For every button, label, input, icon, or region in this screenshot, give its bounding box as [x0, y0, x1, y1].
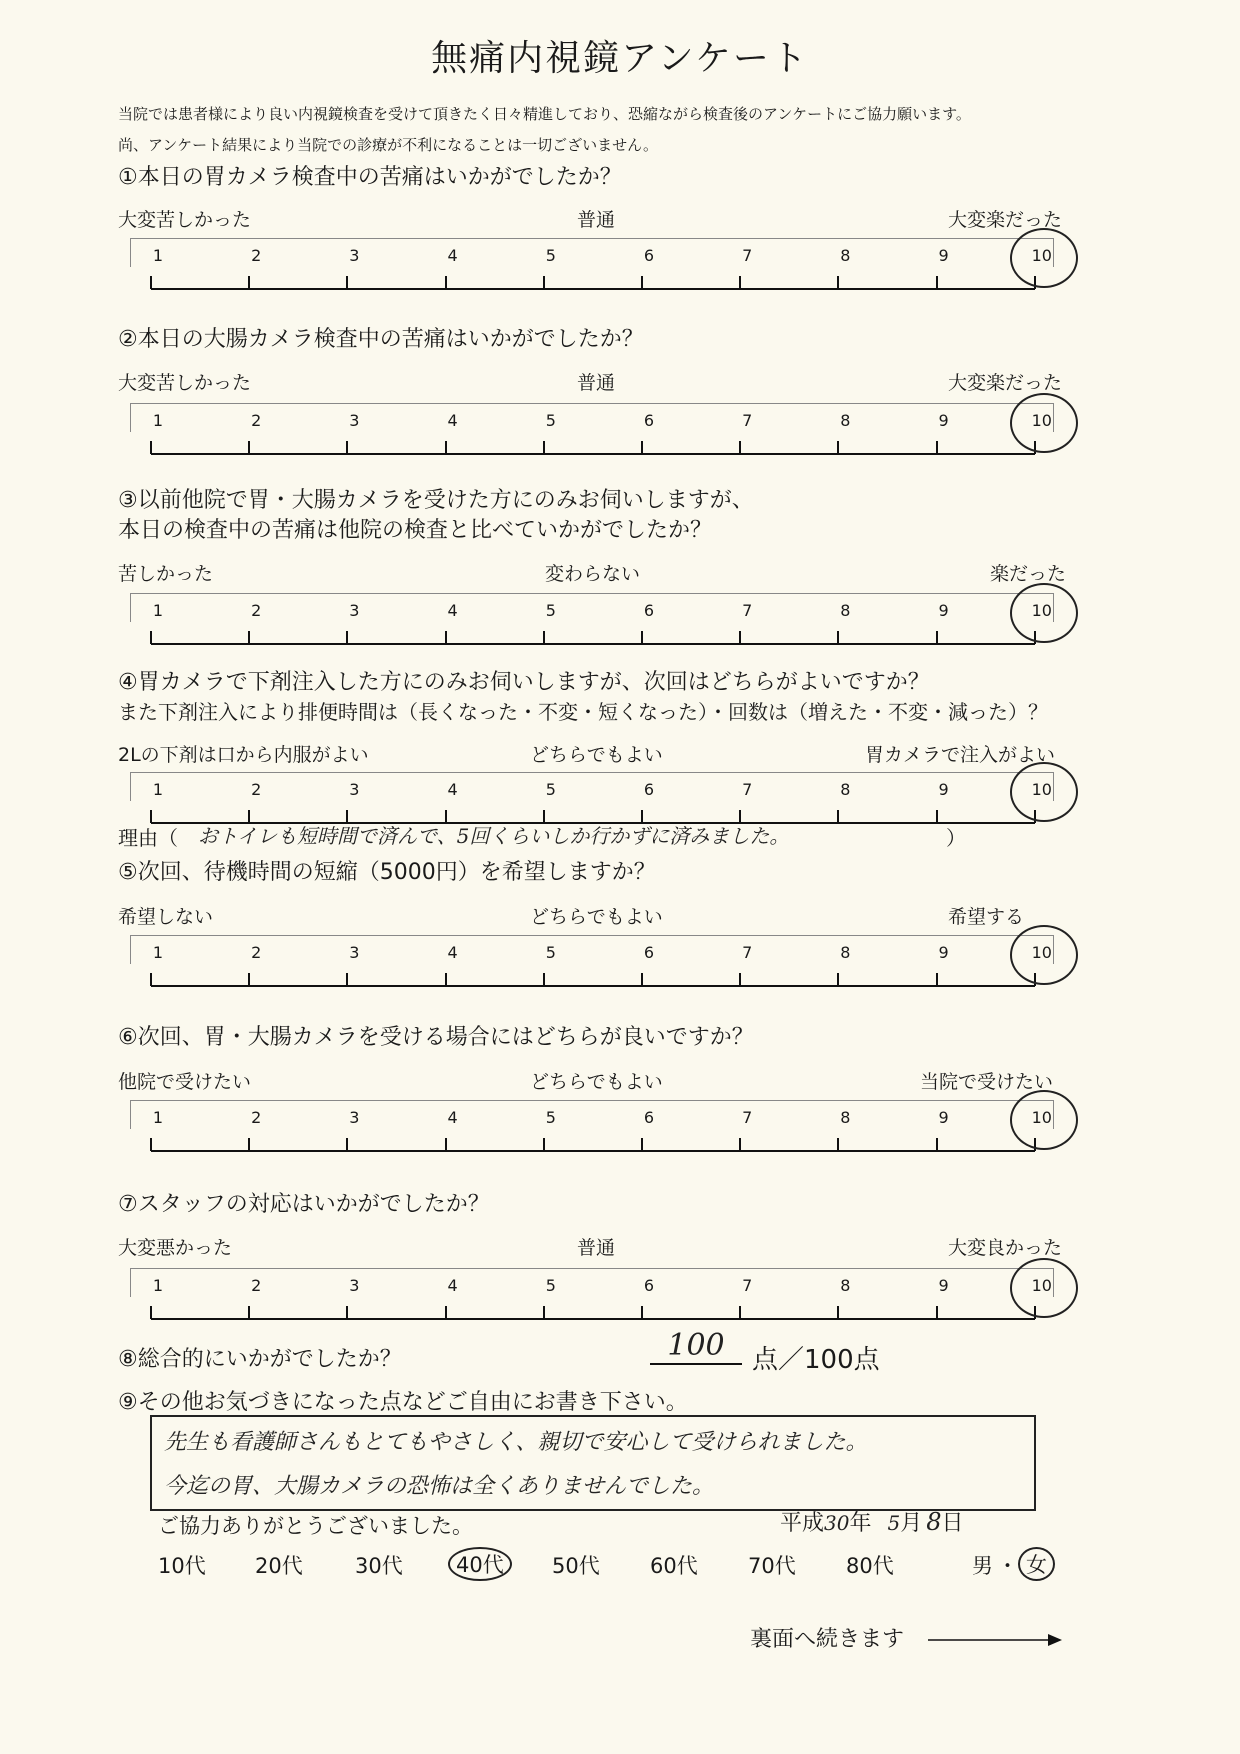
- arrow-right-icon: [928, 1628, 1064, 1652]
- scale-option-6[interactable]: 6: [643, 780, 655, 799]
- comment-line-1: 先生も看護師さんもとてもやさしく、親切で安心して受けられました。: [164, 1430, 868, 1455]
- scale-tick: [641, 276, 643, 289]
- scale-option-10[interactable]: 10: [1031, 780, 1052, 799]
- scale-option-3[interactable]: 3: [349, 943, 360, 962]
- scale-tick: [739, 1138, 741, 1151]
- date-field[interactable]: [780, 1506, 964, 1537]
- scale-option-2[interactable]: 2: [251, 1276, 262, 1295]
- scale-tick: [543, 631, 545, 644]
- q5-mid-anchor: どちらでもよい: [530, 906, 663, 928]
- scale-tick: [837, 276, 839, 289]
- scale-option-3[interactable]: 3: [349, 601, 360, 620]
- q2-scale[interactable]: [130, 403, 1052, 461]
- q1-right-anchor: 大変楽だった: [948, 209, 1063, 231]
- total-score-suffix: 点／100点: [752, 1345, 880, 1375]
- reason-label: 理由（: [118, 826, 178, 850]
- question-7: ⑦スタッフの対応はいかがでしたか？: [118, 1192, 490, 1217]
- scale-option-3[interactable]: 3: [349, 1108, 360, 1127]
- scale-tick: [641, 1306, 643, 1319]
- age-option[interactable]: 80代: [846, 1554, 894, 1578]
- question-1: ①本日の胃カメラ検査中の苦痛はいかがでしたか？: [118, 165, 622, 190]
- scale-option-7[interactable]: 7: [742, 943, 753, 962]
- intro-line-2: 尚、アンケート結果により当院での診療が不利になることは一切ございません。: [118, 136, 659, 154]
- scale-option-9[interactable]: 9: [938, 943, 949, 962]
- q7-left-anchor: 大変悪かった: [118, 1237, 233, 1259]
- scale-option-7[interactable]: 7: [742, 780, 753, 799]
- scale-option-10[interactable]: 10: [1031, 246, 1052, 265]
- scale-tick: [936, 631, 938, 644]
- scale-option-9[interactable]: 9: [938, 411, 949, 430]
- reason-close: ）: [946, 826, 966, 850]
- scale-tick: [248, 441, 250, 454]
- page-title: 無痛内視鏡アンケート: [431, 38, 809, 79]
- scale-option-9[interactable]: 9: [938, 246, 949, 265]
- q6-scale[interactable]: [130, 1100, 1052, 1158]
- scale-option-5[interactable]: 5: [545, 780, 556, 799]
- scale-option-4[interactable]: 4: [447, 780, 458, 799]
- scale-tick: [936, 1138, 938, 1151]
- scale-option-7[interactable]: 7: [742, 601, 753, 620]
- gender-male[interactable]: 男: [972, 1554, 993, 1578]
- scale-tick: [543, 441, 545, 454]
- q7-right-anchor: 大変良かった: [948, 1237, 1063, 1259]
- scale-option-1[interactable]: 1: [152, 943, 164, 962]
- selected-answer-circle: [1010, 925, 1078, 985]
- scale-option-2[interactable]: 2: [251, 943, 262, 962]
- question-3-line-2: 本日の検査中の苦痛は他院の検査と比べていかがでしたか？: [118, 518, 713, 543]
- question-8: ⑧総合的にいかがでしたか？: [118, 1347, 402, 1372]
- scale-baseline: [151, 1150, 1035, 1152]
- scale-tick: [739, 441, 741, 454]
- date-era: 平成: [780, 1511, 825, 1536]
- question-2: ②本日の大腸カメラ検査中の苦痛はいかがでしたか？: [118, 327, 644, 352]
- scale-option-10[interactable]: 10: [1031, 1276, 1052, 1295]
- q3-right-anchor: 楽だった: [990, 563, 1067, 585]
- scale-tick: [150, 973, 152, 986]
- scale-tick: [936, 441, 938, 454]
- scale-baseline: [151, 643, 1035, 645]
- q2-right-anchor: 大変楽だった: [948, 372, 1063, 394]
- scale-tick: [248, 631, 250, 644]
- scale-option-10[interactable]: 10: [1031, 1108, 1052, 1127]
- selected-answer-circle: [1010, 228, 1078, 288]
- scale-option-9[interactable]: 9: [938, 601, 949, 620]
- total-score-field[interactable]: 100: [650, 1328, 742, 1365]
- scale-tick: [445, 441, 447, 454]
- scale-option-1[interactable]: 1: [152, 1108, 164, 1127]
- age-option[interactable]: 20代: [255, 1554, 303, 1578]
- scale-option-6[interactable]: 6: [643, 943, 655, 962]
- continue-note: [750, 1622, 904, 1653]
- scale-tick: [739, 973, 741, 986]
- reason-row: [118, 818, 1078, 852]
- scale-tick: [150, 1306, 152, 1319]
- q5-left-anchor: 希望しない: [118, 906, 214, 928]
- scale-tick: [837, 1306, 839, 1319]
- scale-option-5[interactable]: 5: [545, 943, 556, 962]
- scale-option-5[interactable]: 5: [545, 411, 556, 430]
- question-5: ⑤次回、待機時間の短縮（5000円）を希望しますか？: [118, 860, 656, 885]
- scale-tick: [346, 1138, 348, 1151]
- scale-option-2[interactable]: 2: [251, 601, 262, 620]
- intro-line-1: 当院では患者様により良い内視鏡検査を受けて頂きたく日々精進しており、恐縮ながら検査後のアンケートにご協力願います。: [118, 105, 971, 123]
- scale-option-2[interactable]: 2: [251, 1108, 262, 1127]
- question-4-line-2: また下剤注入により排便時間は（長くなった・不変・短くなった）・回数は（増えた・不変・減った）？: [118, 700, 1048, 724]
- scale-tick: [837, 973, 839, 986]
- q1-scale[interactable]: [130, 238, 1052, 296]
- scale-tick: [739, 276, 741, 289]
- scale-option-5[interactable]: 5: [545, 601, 556, 620]
- scale-option-3[interactable]: 3: [349, 1276, 360, 1295]
- scale-option-9[interactable]: 9: [938, 1276, 949, 1295]
- scale-option-1[interactable]: 1: [152, 246, 164, 265]
- scale-option-2[interactable]: 2: [251, 780, 262, 799]
- q6-mid-anchor: どちらでもよい: [530, 1071, 663, 1093]
- age-option[interactable]: 70代: [748, 1554, 796, 1578]
- scale-tick: [248, 276, 250, 289]
- q3-left-anchor: 苦しかった: [118, 563, 214, 585]
- q7-scale[interactable]: [130, 1268, 1052, 1326]
- scale-option-10[interactable]: 10: [1031, 411, 1052, 430]
- scale-tick: [445, 1138, 447, 1151]
- scale-option-8[interactable]: 8: [840, 943, 851, 962]
- question-6: ⑥次回、胃・大腸カメラを受ける場合にはどちらが良いですか？: [118, 1025, 754, 1050]
- scale-option-1[interactable]: 1: [152, 1276, 164, 1295]
- scale-option-6[interactable]: 6: [643, 246, 655, 265]
- scale-option-10[interactable]: 10: [1031, 601, 1052, 620]
- q2-mid-anchor: 普通: [577, 372, 616, 394]
- age-option[interactable]: 30代: [355, 1554, 403, 1578]
- scale-tick: [837, 441, 839, 454]
- q1-left-anchor: 大変苦しかった: [118, 209, 252, 231]
- scale-tick: [445, 1306, 447, 1319]
- q4-right-anchor: 胃カメラで注入がよい: [865, 744, 1056, 766]
- scale-tick: [641, 631, 643, 644]
- scale-tick: [837, 631, 839, 644]
- continue-text: 裏面へ続きます: [750, 1627, 905, 1652]
- selected-answer-circle: [1010, 393, 1078, 453]
- scale-option-5[interactable]: 5: [545, 246, 556, 265]
- scale-tick: [641, 441, 643, 454]
- date-month-unit: 月: [900, 1511, 923, 1536]
- age-option[interactable]: 50代: [552, 1554, 600, 1578]
- scale-tick: [543, 1306, 545, 1319]
- scale-option-1[interactable]: 1: [152, 411, 164, 430]
- scale-option-1[interactable]: 1: [152, 780, 164, 799]
- selected-answer-circle: [1010, 762, 1078, 822]
- scale-baseline: [151, 288, 1035, 290]
- scale-option-3[interactable]: 3: [349, 780, 360, 799]
- scale-option-5[interactable]: 5: [545, 1276, 556, 1295]
- scale-tick: [936, 1306, 938, 1319]
- scale-tick: [641, 1138, 643, 1151]
- scale-tick: [346, 1306, 348, 1319]
- scale-option-9[interactable]: 9: [938, 780, 949, 799]
- scale-tick: [936, 973, 938, 986]
- date-year: 30: [824, 1511, 850, 1535]
- q3-scale[interactable]: [130, 593, 1052, 651]
- scale-baseline: [151, 453, 1035, 455]
- q4-mid-anchor: どちらでもよい: [530, 744, 663, 766]
- scale-tick: [346, 973, 348, 986]
- gender-female-selected[interactable]: 女: [1018, 1547, 1055, 1581]
- scale-option-4[interactable]: 4: [447, 246, 458, 265]
- scale-option-8[interactable]: 8: [840, 246, 851, 265]
- scale-option-6[interactable]: 6: [643, 411, 655, 430]
- scale-option-3[interactable]: 3: [349, 411, 360, 430]
- free-comment-box[interactable]: [150, 1415, 1036, 1511]
- scale-tick: [445, 631, 447, 644]
- scale-option-5[interactable]: 5: [545, 1108, 556, 1127]
- date-year-unit: 年: [849, 1511, 872, 1536]
- q7-mid-anchor: 普通: [577, 1237, 616, 1259]
- scale-option-4[interactable]: 4: [447, 1108, 458, 1127]
- age-option-selected[interactable]: 40代: [448, 1547, 512, 1581]
- date-day: 8: [926, 1508, 942, 1536]
- age-option[interactable]: 10代: [158, 1554, 206, 1578]
- scale-option-1[interactable]: 1: [152, 601, 164, 620]
- age-option[interactable]: 60代: [650, 1554, 698, 1578]
- scale-option-4[interactable]: 4: [447, 943, 458, 962]
- scale-option-8[interactable]: 8: [840, 1108, 851, 1127]
- selected-answer-circle: [1010, 583, 1078, 643]
- scale-tick: [837, 1138, 839, 1151]
- comment-line-2: 今迄の胃、大腸カメラの恐怖は全くありませんでした。: [164, 1474, 715, 1499]
- scale-tick: [248, 1306, 250, 1319]
- scale-tick: [936, 276, 938, 289]
- scale-option-8[interactable]: 8: [840, 411, 851, 430]
- scale-tick: [346, 276, 348, 289]
- question-4: ④胃カメラで下剤注入した方にのみお伺いしますが、次回はどちらがよいですか？: [118, 670, 930, 695]
- scale-option-8[interactable]: 8: [840, 780, 851, 799]
- scale-tick: [248, 973, 250, 986]
- scale-tick: [543, 276, 545, 289]
- scale-option-8[interactable]: 8: [840, 1276, 851, 1295]
- scale-option-7[interactable]: 7: [742, 1276, 753, 1295]
- scale-option-6[interactable]: 6: [643, 1276, 655, 1295]
- reason-text[interactable]: おトイレも短時間で済んで、5回くらいしか行かずに済みました。: [198, 824, 790, 848]
- age-row: [0, 1550, 1240, 1590]
- scale-option-4[interactable]: 4: [447, 601, 458, 620]
- scale-tick: [150, 276, 152, 289]
- q5-right-anchor: 希望する: [948, 906, 1025, 928]
- gender-dot: ・: [997, 1554, 1018, 1578]
- scale-tick: [346, 631, 348, 644]
- date-month: 5: [887, 1511, 901, 1535]
- q6-right-anchor: 当院で受けたい: [920, 1071, 1054, 1093]
- scale-option-6[interactable]: 6: [643, 1108, 655, 1127]
- scale-option-2[interactable]: 2: [251, 246, 262, 265]
- q2-left-anchor: 大変苦しかった: [118, 372, 252, 394]
- selected-answer-circle: [1010, 1258, 1078, 1318]
- scale-tick: [150, 631, 152, 644]
- scale-option-7[interactable]: 7: [742, 246, 753, 265]
- scale-tick: [150, 441, 152, 454]
- q3-mid-anchor: 変わらない: [545, 563, 641, 585]
- scale-tick: [248, 1138, 250, 1151]
- scale-baseline: [151, 985, 1035, 987]
- scale-option-8[interactable]: 8: [840, 601, 851, 620]
- q5-scale[interactable]: [130, 935, 1052, 993]
- scale-tick: [445, 973, 447, 986]
- scale-tick: [150, 1138, 152, 1151]
- scale-tick: [739, 1306, 741, 1319]
- date-day-unit: 日: [941, 1511, 964, 1536]
- scale-option-7[interactable]: 7: [742, 411, 753, 430]
- thanks-text: ご協力ありがとうございました。: [158, 1514, 473, 1538]
- scale-option-3[interactable]: 3: [349, 246, 360, 265]
- scale-option-4[interactable]: 4: [447, 1276, 458, 1295]
- scale-option-9[interactable]: 9: [938, 1108, 949, 1127]
- question-3: ③以前他院で胃・大腸カメラを受けた方にのみお伺いしますが、: [118, 488, 754, 513]
- scale-baseline: [151, 1318, 1035, 1320]
- q4-left-anchor: 2Lの下剤は口から内服がよい: [118, 744, 369, 766]
- scale-option-2[interactable]: 2: [251, 411, 262, 430]
- scale-tick: [641, 973, 643, 986]
- scale-option-7[interactable]: 7: [742, 1108, 753, 1127]
- selected-answer-circle: [1010, 1090, 1078, 1150]
- scale-option-10[interactable]: 10: [1031, 943, 1052, 962]
- scale-tick: [543, 973, 545, 986]
- q6-left-anchor: 他院で受けたい: [118, 1071, 252, 1093]
- scale-option-4[interactable]: 4: [447, 411, 458, 430]
- scale-tick: [739, 631, 741, 644]
- scale-tick: [543, 1138, 545, 1151]
- q1-mid-anchor: 普通: [577, 209, 616, 231]
- scale-tick: [346, 441, 348, 454]
- question-9: ⑨その他お気づきになった点などご自由にお書き下さい。: [118, 1390, 688, 1415]
- scale-option-6[interactable]: 6: [643, 601, 655, 620]
- scale-tick: [445, 276, 447, 289]
